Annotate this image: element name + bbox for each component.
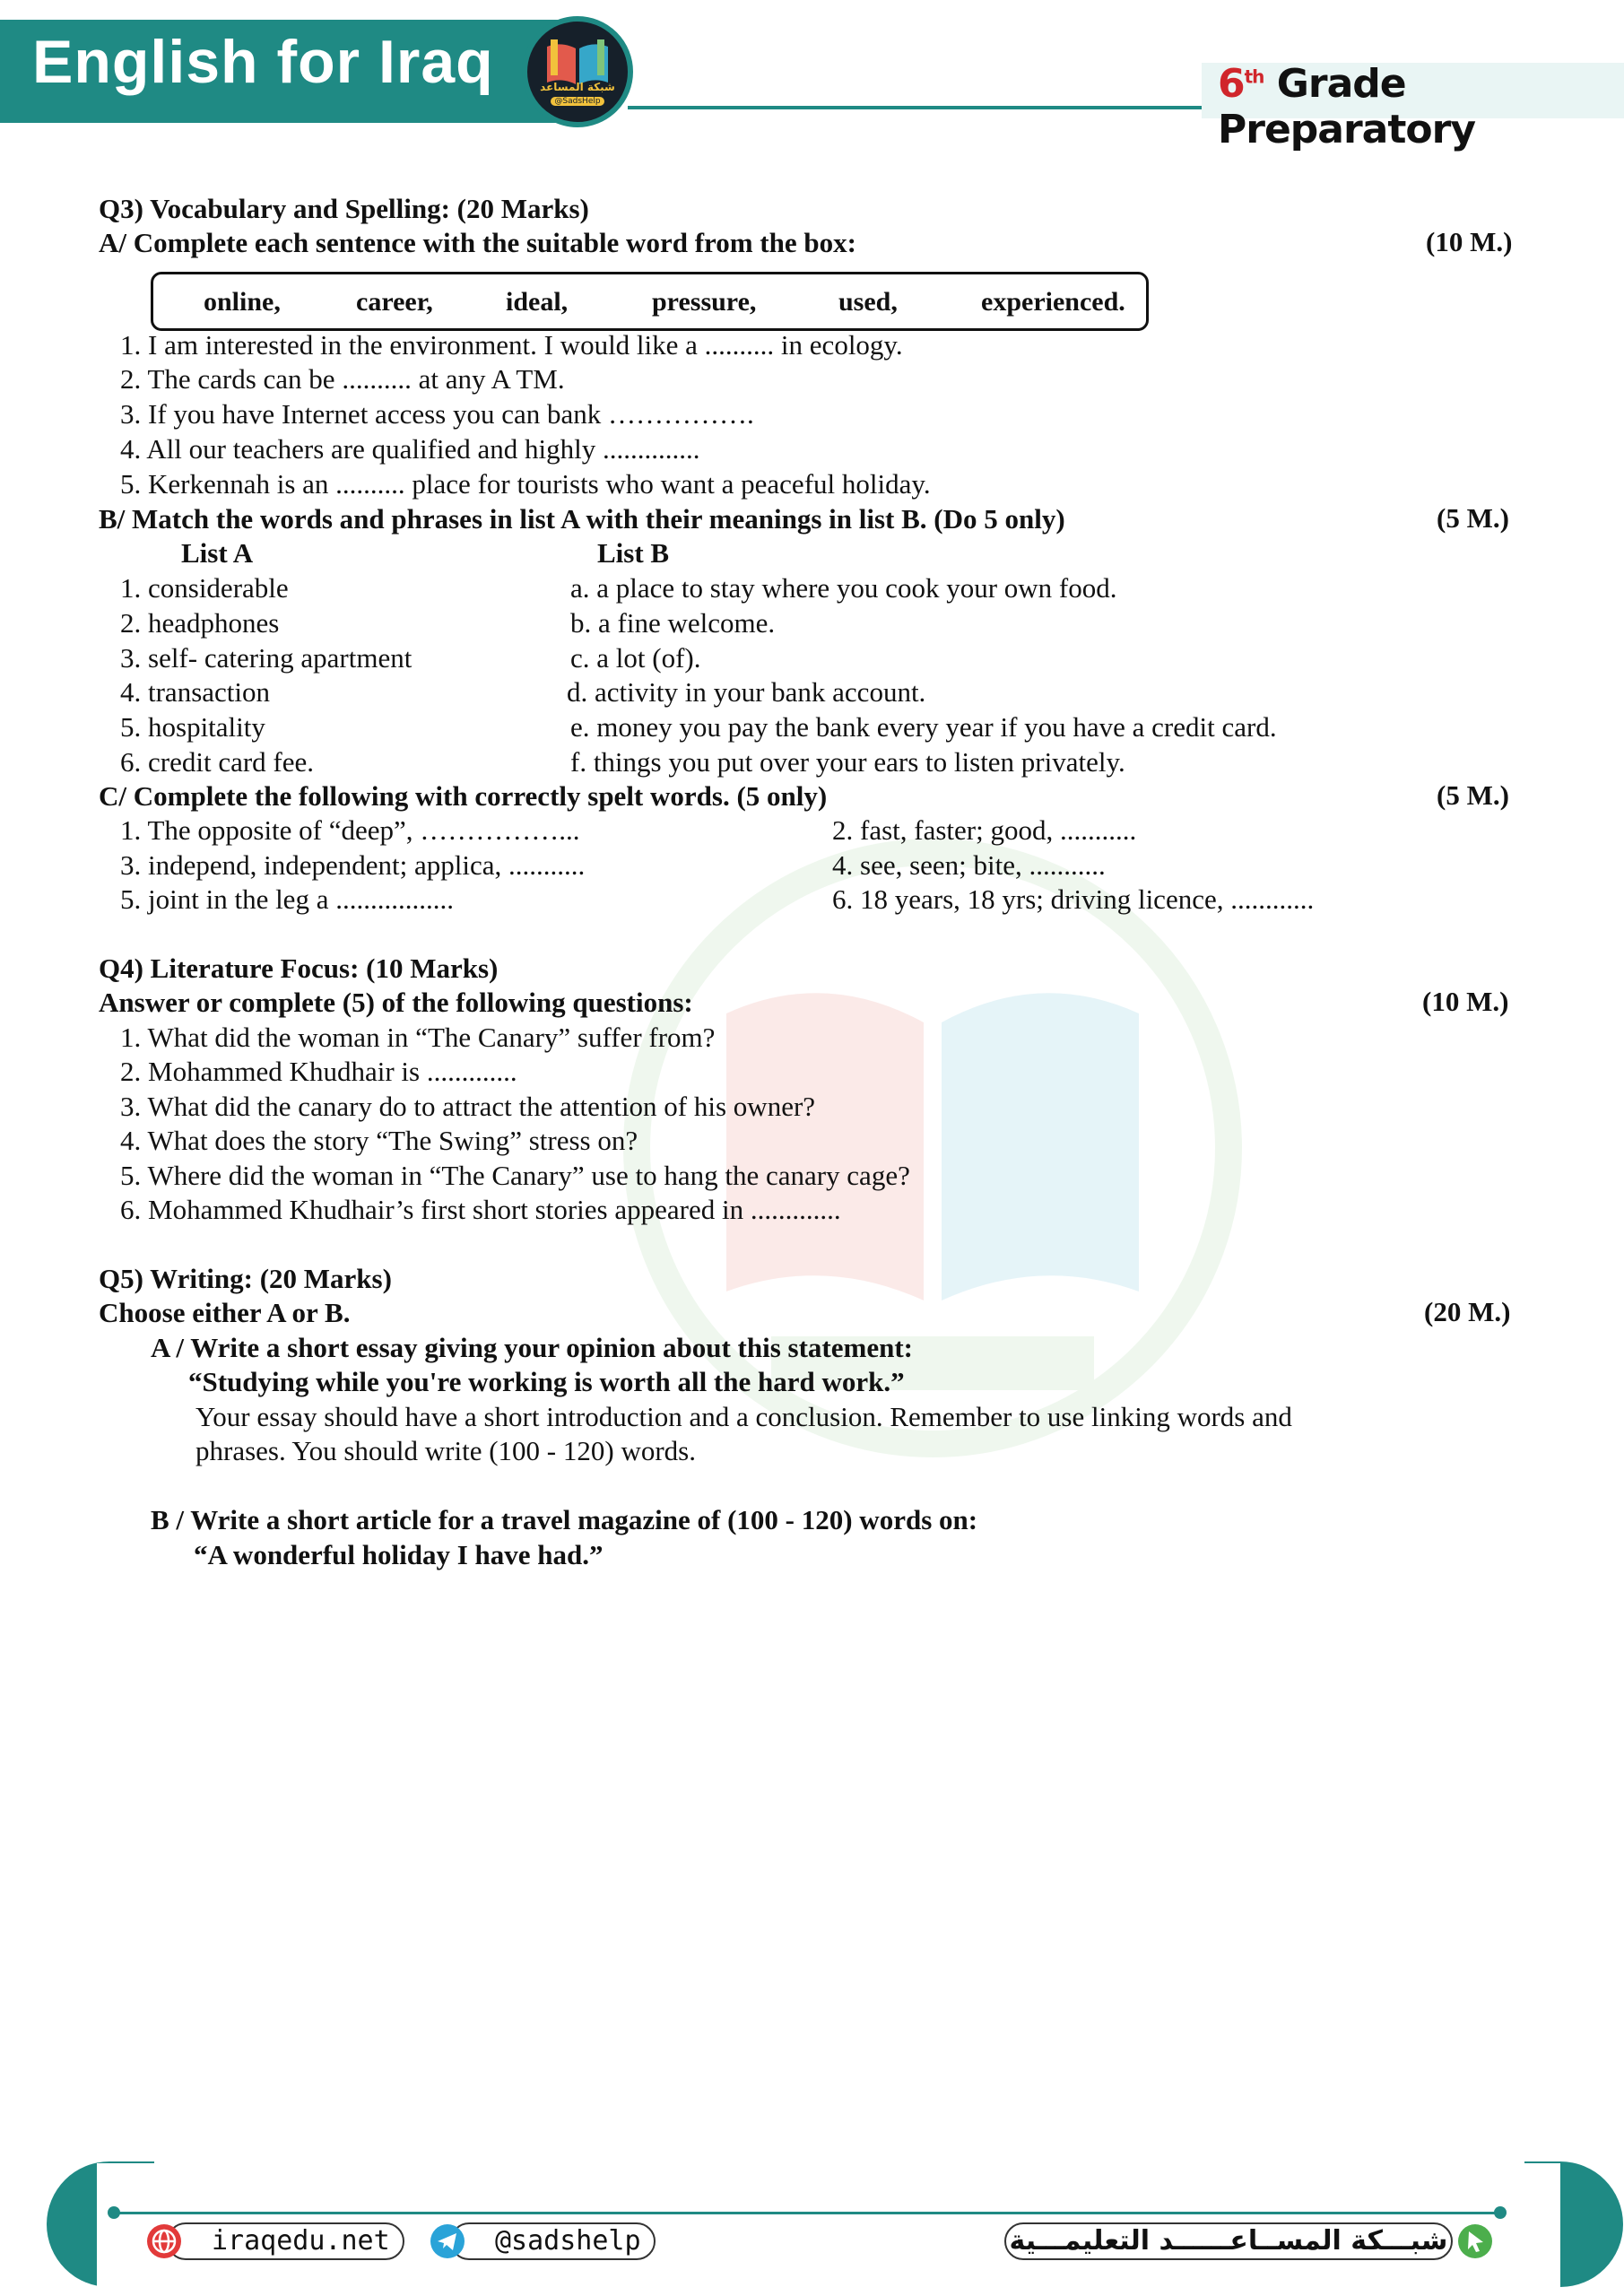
- word-box: [151, 272, 1149, 331]
- grade-label: [1218, 61, 1624, 152]
- q3-c-item: 6. 18 years, 18 yrs; driving licence, ............: [832, 883, 1315, 915]
- list-a-item: 6. credit card fee.: [120, 746, 315, 778]
- word-box-item: pressure,: [652, 287, 757, 317]
- list-a-item: 2. headphones: [120, 607, 280, 639]
- q5-b-line: B / Write a short article for a travel magazine of (100 - 120) words on:: [151, 1504, 978, 1535]
- list-b-label: List B: [597, 537, 670, 569]
- q3-a-item: 5. Kerkennah is an .......... place for tourists who want a peaceful holiday.: [120, 468, 931, 500]
- footer-telegram-link[interactable]: @sadshelp: [450, 2222, 656, 2260]
- q4-item: 5. Where did the woman in “The Canary” use to hang the canary cage?: [120, 1160, 910, 1191]
- q3-b-heading: B/ Match the words and phrases in list A with their meanings in list B. (Do 5 only): [99, 503, 1065, 535]
- word-box-item: experienced.: [981, 287, 1125, 317]
- globe-icon: [145, 2222, 183, 2260]
- q3-title: Q3) Vocabulary and Spelling: (20 Marks): [99, 193, 589, 224]
- footer-dot: [1494, 2206, 1507, 2219]
- footer-dot: [108, 2206, 120, 2219]
- telegram-icon: [429, 2222, 466, 2260]
- book-icon: [527, 22, 628, 122]
- header-title: English for Iraq: [32, 28, 494, 96]
- q3-c-item: 3. independ, independent; applica, ...........: [120, 849, 586, 881]
- q5-a-line: A / Write a short essay giving your opinion about this statement:: [151, 1332, 913, 1363]
- q3-a-item: 1. I am interested in the environment. I would like a .......... in ecology.: [120, 329, 903, 361]
- q3-a-item: 2. The cards can be .......... at any A TM.: [120, 363, 565, 395]
- word-box-item: career,: [356, 287, 433, 317]
- footer-site-link[interactable]: iraqedu.net: [167, 2222, 404, 2260]
- list-a-item: 3. self- catering apartment: [120, 642, 413, 674]
- grade-suffix: th: [1244, 65, 1264, 88]
- q5-marks: (20 M.): [1424, 1296, 1511, 1327]
- logo-handle: @SadsHelp: [551, 97, 604, 106]
- header-line: [628, 106, 1202, 109]
- q4-marks: (10 M.): [1422, 986, 1509, 1017]
- q4-item: 3. What did the canary do to attract the attention of his owner?: [120, 1091, 816, 1122]
- q3-a-heading: A/ Complete each sentence with the suitable word from the box:: [99, 227, 856, 258]
- q3-a-item: 3. If you have Internet access you can bank …………….: [120, 398, 754, 430]
- q3-a-marks: (10 M.): [1426, 226, 1513, 257]
- q3-a-item: 4. All our teachers are qualified and highly ..............: [120, 433, 700, 465]
- q3-c-item: 1. The opposite of “deep”, ……………...: [120, 814, 580, 846]
- q3-c-marks: (5 M.): [1437, 779, 1509, 811]
- list-b-item: a. a place to stay where you cook your own food.: [570, 572, 1117, 604]
- list-b-item: c. a lot (of).: [570, 642, 701, 674]
- cursor-icon: [1456, 2222, 1494, 2260]
- list-a-item: 4. transaction: [120, 676, 271, 708]
- q5-b-quote: “A wonderful holiday I have had.”: [194, 1539, 604, 1570]
- q4-heading: Answer or complete (5) of the following questions:: [99, 987, 693, 1018]
- q4-item: 4. What does the story “The Swing” stress on?: [120, 1125, 638, 1156]
- word-box-item: ideal,: [506, 287, 569, 317]
- list-b-item: e. money you pay the bank every year if you have a credit card.: [570, 711, 1277, 743]
- header-logo: [522, 16, 633, 127]
- list-b-item: f. things you put over your ears to listen privately.: [570, 746, 1125, 778]
- list-a-label: List A: [181, 537, 254, 569]
- list-a-item: 5. hospitality: [120, 711, 265, 743]
- grade-text: Grade Preparatory: [1218, 61, 1476, 152]
- footer-network-name[interactable]: شبـــكة المســاعــــــد التعليمـــية: [1004, 2222, 1453, 2260]
- q3-c-item: 2. fast, faster; good, ...........: [832, 814, 1137, 846]
- list-b-item: b. a fine welcome.: [570, 607, 776, 639]
- word-box-item: used,: [838, 287, 898, 317]
- q3-c-item: 4. see, seen; bite, ...........: [832, 849, 1106, 881]
- q3-b-marks: (5 M.): [1437, 502, 1509, 534]
- footer-arc-right-inner: [1515, 2163, 1560, 2287]
- footer-line: [112, 2212, 1502, 2214]
- q3-c-item: 5. joint in the leg a .................: [120, 883, 454, 915]
- q3-c-heading: C/ Complete the following with correctly spelt words. (5 only): [99, 780, 828, 812]
- logo-text: شبكة المساعد: [540, 81, 615, 93]
- list-a-item: 1. considerable: [120, 572, 289, 604]
- grade-number: 6: [1218, 61, 1245, 107]
- q4-title: Q4) Literature Focus: (10 Marks): [99, 952, 499, 984]
- q4-item: 1. What did the woman in “The Canary” suffer from?: [120, 1022, 716, 1053]
- word-box-item: online,: [204, 287, 281, 317]
- q5-title: Q5) Writing: (20 Marks): [99, 1263, 392, 1294]
- list-b-item: d. activity in your bank account.: [567, 676, 926, 708]
- q5-a-quote: “Studying while you're working is worth all the hard work.”: [188, 1366, 905, 1397]
- q4-item: 6. Mohammed Khudhair’s first short stories appeared in .............: [120, 1194, 841, 1225]
- q5-a-note: phrases. You should write (100 - 120) words.: [195, 1435, 696, 1466]
- q5-heading: Choose either A or B.: [99, 1297, 351, 1328]
- q5-a-note: Your essay should have a short introduction and a conclusion. Remember to use linking words and: [195, 1401, 1292, 1432]
- q4-item: 2. Mohammed Khudhair is .............: [120, 1056, 517, 1087]
